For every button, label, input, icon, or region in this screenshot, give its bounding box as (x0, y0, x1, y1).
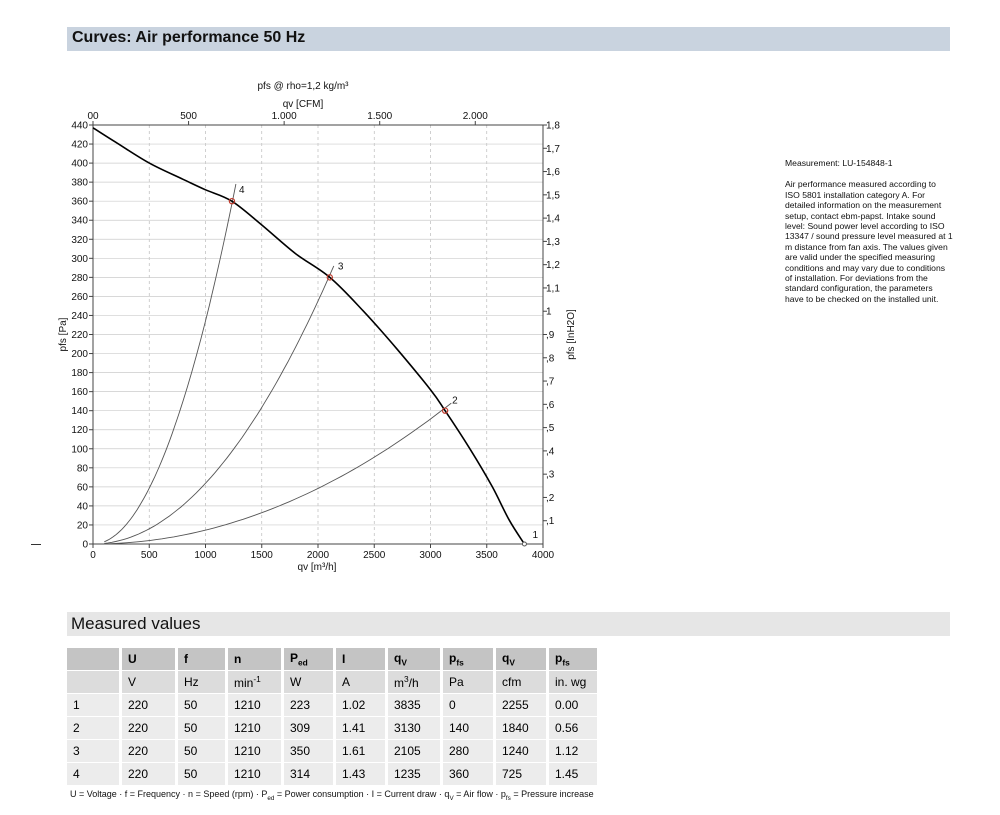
x-tick-label: 2000 (306, 550, 330, 561)
measured-values-table (67, 648, 600, 786)
y-tick-label: 360 (71, 196, 88, 208)
legend-part: U = Voltage · f = Frequency · n = Speed (rpm) · P (70, 789, 268, 799)
y-tick-label: 40 (76, 501, 88, 513)
curves-title: Curves: Air performance 50 Hz (72, 29, 306, 46)
header-cell: I (335, 648, 387, 671)
unit-cell: $m^3/h$ (387, 671, 442, 694)
margin-dash (31, 544, 41, 545)
y-tick-label: 420 (71, 139, 88, 151)
table-cell: 50 (177, 694, 227, 717)
y2-tick-label: ,5 (546, 423, 555, 435)
top-label: pfs @ rho=1,2 kg/m³ (257, 81, 349, 92)
unit-cell: Pa (442, 671, 495, 694)
header-cell: $p_{fs}$ (548, 648, 599, 671)
y2-axis-title: pfs [InH2O] (566, 309, 577, 360)
header-cell-blank (67, 648, 121, 671)
x2-tick-label: 2.000 (462, 111, 488, 122)
unit-cell-blank (67, 671, 121, 694)
table-cell: 1.02 (335, 694, 387, 717)
x-tick-label: 2500 (363, 550, 386, 561)
unit-cell: V (121, 671, 177, 694)
y2-tick-label: 1,2 (546, 260, 560, 272)
unit-cell: W (283, 671, 335, 694)
y2-tick-label: ,2 (546, 492, 555, 504)
y-tick-label: 280 (71, 272, 88, 284)
table-cell: 2105 (387, 740, 442, 763)
table-cell: 350 (283, 740, 335, 763)
table-cell: 280 (442, 740, 495, 763)
table-row (67, 740, 599, 763)
y-tick-label: 60 (76, 482, 88, 494)
notes-text: Air performance measured according to ISO 5801 installation category A. For detailed information on the measurement setup, contact ebm-papst. Intake sound level: Sound power level according to ISO 13347 / sound pressure level measured at 1 m distance from fan axis. The values given are valid under the specified measuring conditions and may vary due to conditions of installation. For deviations from the standard configuration, the parameters have to be checked on the installed unit. (785, 179, 953, 304)
y2-tick-label: 1,1 (546, 283, 560, 295)
header-cell: n (227, 648, 283, 671)
table-cell: 220 (121, 740, 177, 763)
x2-tick-label: 1.000 (271, 111, 297, 122)
table-cell: 220 (121, 694, 177, 717)
y2-tick-label: 1,8 (546, 120, 560, 132)
y-tick-label: 140 (71, 406, 88, 418)
table-cell: 1.12 (548, 740, 599, 763)
y-tick-label: 340 (71, 215, 88, 227)
y2-tick-label: ,3 (546, 469, 555, 481)
point-label-3: 3 (337, 261, 344, 273)
x2-tick-label: 1.500 (367, 111, 393, 122)
unit-cell: Hz (177, 671, 227, 694)
table-header-row (67, 648, 599, 671)
table-cell: 1240 (495, 740, 548, 763)
x2-tick-label: 500 (180, 111, 197, 122)
y2-tick-label: 1,3 (546, 236, 560, 248)
notes-panel (785, 158, 953, 304)
y2-tick-label: ,7 (546, 376, 555, 388)
table-legend (70, 789, 594, 802)
y-tick-label: 240 (71, 310, 88, 322)
header-cell: $q_V$ (387, 648, 442, 671)
legend-part: = Pressure increase (510, 789, 594, 799)
table-cell: 220 (121, 763, 177, 786)
y2-tick-label: 1,4 (546, 213, 560, 225)
table-cell: 1.45 (548, 763, 599, 786)
table-cell: 725 (495, 763, 548, 786)
y-tick-label: 380 (71, 177, 88, 189)
table-cell: 1.41 (335, 717, 387, 740)
header-cell: f (177, 648, 227, 671)
table-cell: 2 (67, 717, 121, 740)
table-cell: 1.61 (335, 740, 387, 763)
x2-tick-label: 00 (87, 111, 99, 122)
table-cell: 3 (67, 740, 121, 763)
y-tick-label: 0 (82, 539, 88, 551)
legend-part: V (449, 794, 454, 802)
table-cell: 50 (177, 740, 227, 763)
y2-tick-label: 1,7 (546, 143, 560, 155)
y-tick-label: 160 (71, 387, 88, 399)
y-tick-label: 200 (71, 349, 88, 361)
table-cell: 309 (283, 717, 335, 740)
table-cell: 314 (283, 763, 335, 786)
y-tick-label: 100 (71, 444, 88, 456)
y-tick-label: 20 (76, 520, 88, 532)
legend-part: = Air flow · p (453, 789, 506, 799)
x-tick-label: 1500 (250, 550, 273, 561)
measured-title: Measured values (71, 614, 201, 633)
y2-tick-label: 1,5 (546, 190, 560, 202)
table-cell: 3835 (387, 694, 442, 717)
x-tick-label: 1000 (194, 550, 217, 561)
y-tick-label: 80 (76, 463, 88, 475)
y-tick-label: 220 (71, 330, 88, 341)
y-tick-label: 260 (71, 291, 88, 303)
table-cell: 4 (67, 763, 121, 786)
x-axis-title: qv [m³/h] (297, 562, 337, 573)
y-tick-label: 300 (71, 253, 88, 265)
y-axis-title: pfs [Pa] (58, 317, 69, 352)
table-row (67, 717, 599, 740)
table-row (67, 763, 599, 786)
y2-tick-label: ,4 (546, 446, 555, 458)
unit-cell: $\min^{-1}$ (227, 671, 283, 694)
y2-tick-label: ,1 (546, 516, 555, 528)
table-cell: 1.43 (335, 763, 387, 786)
x-tick-label: 4000 (531, 550, 555, 561)
unit-cell: in. wg (548, 671, 599, 694)
table-cell: 1210 (227, 763, 283, 786)
table-cell: 2255 (495, 694, 548, 717)
point-label-4: 4 (238, 185, 245, 197)
table-row (67, 694, 599, 717)
table-cell: 1840 (495, 717, 548, 740)
table-cell: 360 (442, 763, 495, 786)
y2-tick-label: ,8 (546, 353, 555, 365)
table-units-row (67, 671, 599, 694)
table-cell: 140 (442, 717, 495, 740)
x-tick-label: 0 (90, 550, 96, 561)
unit-cell: A (335, 671, 387, 694)
point-label-1: 1 (532, 530, 538, 541)
x-tick-label: 3500 (475, 550, 498, 561)
table-cell: 220 (121, 717, 177, 740)
y2-tick-label: 1 (546, 306, 552, 318)
y-tick-label: 440 (71, 120, 88, 132)
measurement-id: Measurement: LU-154848-1 (785, 158, 893, 168)
table-cell: 1 (67, 694, 121, 717)
x2-axis-title: qv [CFM] (282, 99, 324, 110)
x-tick-label: 500 (140, 550, 158, 561)
table-cell: 223 (283, 694, 335, 717)
y2-tick-label: ,6 (546, 399, 555, 411)
y-tick-label: 120 (71, 425, 88, 437)
unit-cell: cfm (495, 671, 548, 694)
header-cell: $q_V$ (495, 648, 548, 671)
table-cell: 50 (177, 717, 227, 740)
y-tick-label: 320 (71, 234, 88, 246)
table-cell: 0.56 (548, 717, 599, 740)
y-tick-label: 400 (71, 158, 88, 170)
point-label-2: 2 (452, 395, 458, 407)
legend-part: ed (267, 794, 275, 802)
table-cell: 3130 (387, 717, 442, 740)
table-cell: 1210 (227, 740, 283, 763)
operating-point-1 (522, 542, 526, 546)
legend-part: = Power consumption · I = Current draw · q (274, 789, 450, 799)
table-cell: 50 (177, 763, 227, 786)
table-cell: 1210 (227, 694, 283, 717)
table-cell: 1235 (387, 763, 442, 786)
table-cell: 1210 (227, 717, 283, 740)
legend-part: fs (505, 794, 511, 802)
x-tick-label: 3000 (419, 550, 442, 561)
y2-tick-label: ,9 (546, 330, 555, 341)
header-cell: U (121, 648, 177, 671)
header-cell: $p_{fs}$ (442, 648, 495, 671)
y2-tick-label: 1,6 (546, 167, 560, 179)
y-tick-label: 180 (71, 368, 88, 380)
table-cell: 0 (442, 694, 495, 717)
header-cell: $P_{ed}$ (283, 648, 335, 671)
table-cell: 0.00 (548, 694, 599, 717)
measured-header (67, 612, 950, 636)
